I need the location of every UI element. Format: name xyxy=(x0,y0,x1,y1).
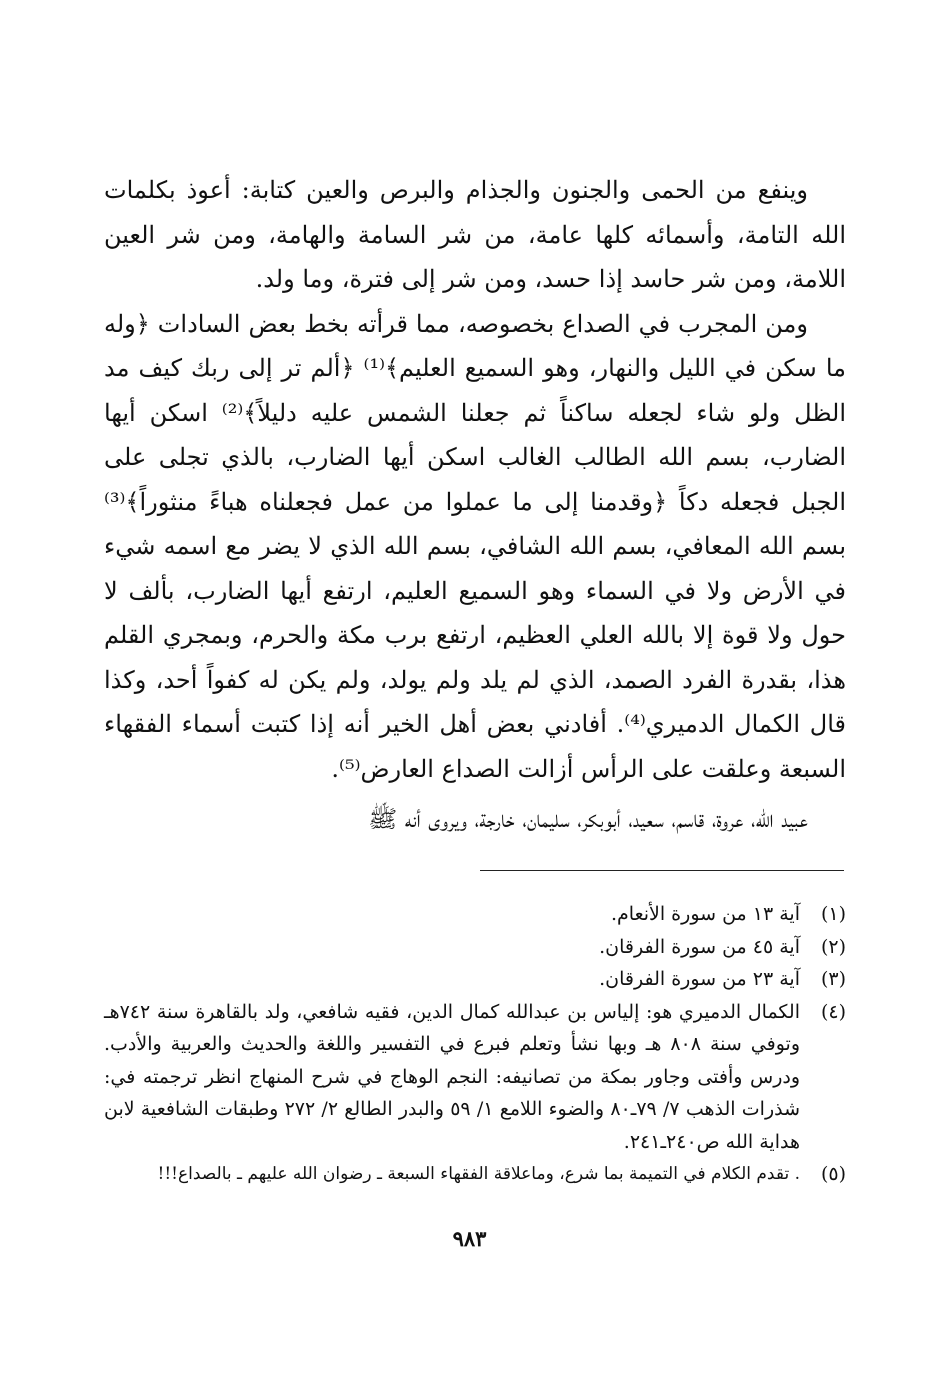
footnote-number: (٥) xyxy=(820,1163,846,1185)
footnote-text: . تقدم الكلام في التميمة بما شرع، وماعلاقة الفقهاء السبعة ـ رضوان الله عليهم ـ بالصداع!!! xyxy=(157,1164,800,1184)
footnote-5 xyxy=(104,1158,846,1191)
page-number: ٩٨٣ xyxy=(452,1226,487,1251)
footnote-3 xyxy=(104,963,846,996)
footnote-text: آية ٤٥ من سورة الفرقان. xyxy=(599,935,800,958)
footnote-number: (٣) xyxy=(820,968,846,990)
footnote-text: الكمال الدميري هو: إلياس بن عبدالله كمال الدين، فقيه شافعي، ولد بالقاهرة سنة ٧٤٢هـ وتوفي سنة ٨٠٨ هـ وبها نشأ وتعلم فبرع في التفسير واللغة والحديث والعربية والأدب. ودرس وأفتى وجاور بمكة من تصانيفه: النجم الوهاج في شرح المنهاج انظر ترجمته في: شذرات الذهب ٧/ ٧٩ـ٨٠ والضوء اللامع ١/ ٥٩ والبدر الطالع ٢/ ٢٧٢ وطبقات الشافعية لابن هداية الله ص٢٤٠ـ٢٤١. xyxy=(104,1000,801,1153)
footnote-text: آية ٢٣ من سورة الفرقان. xyxy=(599,968,800,990)
footnote-4 xyxy=(104,996,846,1159)
footnote-text: آية ١٣ من سورة الأنعام. xyxy=(610,903,800,925)
paragraph-1: وينفع من الحمى والجنون والجذام والبرص والعين كتابة: أعوذ بكلمات الله التامة، وأسمائه كلها عامة، من شر السامة والهامة، ومن شر العين اللامة، ومن شر حاسد إذا حسد، ومن شر إلى فترة، وما ولد. xyxy=(104,176,846,293)
main-text xyxy=(104,168,846,842)
footnote-2 xyxy=(104,931,846,964)
paragraph-2: ومن المجرب في الصداع بخصوصه، مما قرأته بخط بعض السادات ﴿وله ما سكن في الليل والنهار، وهو السميع العليم﴾⁽¹⁾ ﴿ألم تر إلى ربك كيف مد الظل ولو شاء لجعله ساكناً ثم جعلنا الشمس عليه دليلاً﴾⁽²⁾ اسكن أيها الضارب، بسم الله الطالب الغالب اسكن أيها الضارب، بالذي تجلى على الجبل فجعله دكاً ﴿وقدمنا إلى ما عملوا من عمل فجعلناه هباءً منثوراً﴾⁽³⁾ بسم الله المعافي، بسم الله الشافي، بسم الله الذي لا يضر مع اسمه شيء في الأرض ولا في السماء وهو السميع العليم، ارتفع أيها الضارب، بألف لا حول ولا قوة إلا بالله العلي العظيم، ارتفع برب مكة والحرم، وبمجري القلم هذا، بقدرة الفرد الصمد، الذي لم يلد ولم يولد، ولم يكن له كفواً أحد، وكذا قال الكمال الدميري⁽⁴⁾. أفادني بعض أهل الخير أنه إذا كتبت أسماء الفقهاء السبعة وعلقت على الرأس أزالت الصداع العارض⁽⁵⁾. xyxy=(104,309,847,783)
footnote-1 xyxy=(104,898,846,931)
footnote-number: (٤) xyxy=(820,1000,846,1023)
paragraph-3: عبيد الله، عروة، قاسم، سعيد، أبوبكر، سليمان، خارجة، ويروى أنه ﷺ xyxy=(368,805,808,833)
footnote-divider xyxy=(480,870,844,871)
footnotes xyxy=(104,898,846,1191)
footnote-number: (٢) xyxy=(820,935,846,958)
footnote-number: (١) xyxy=(820,903,846,925)
